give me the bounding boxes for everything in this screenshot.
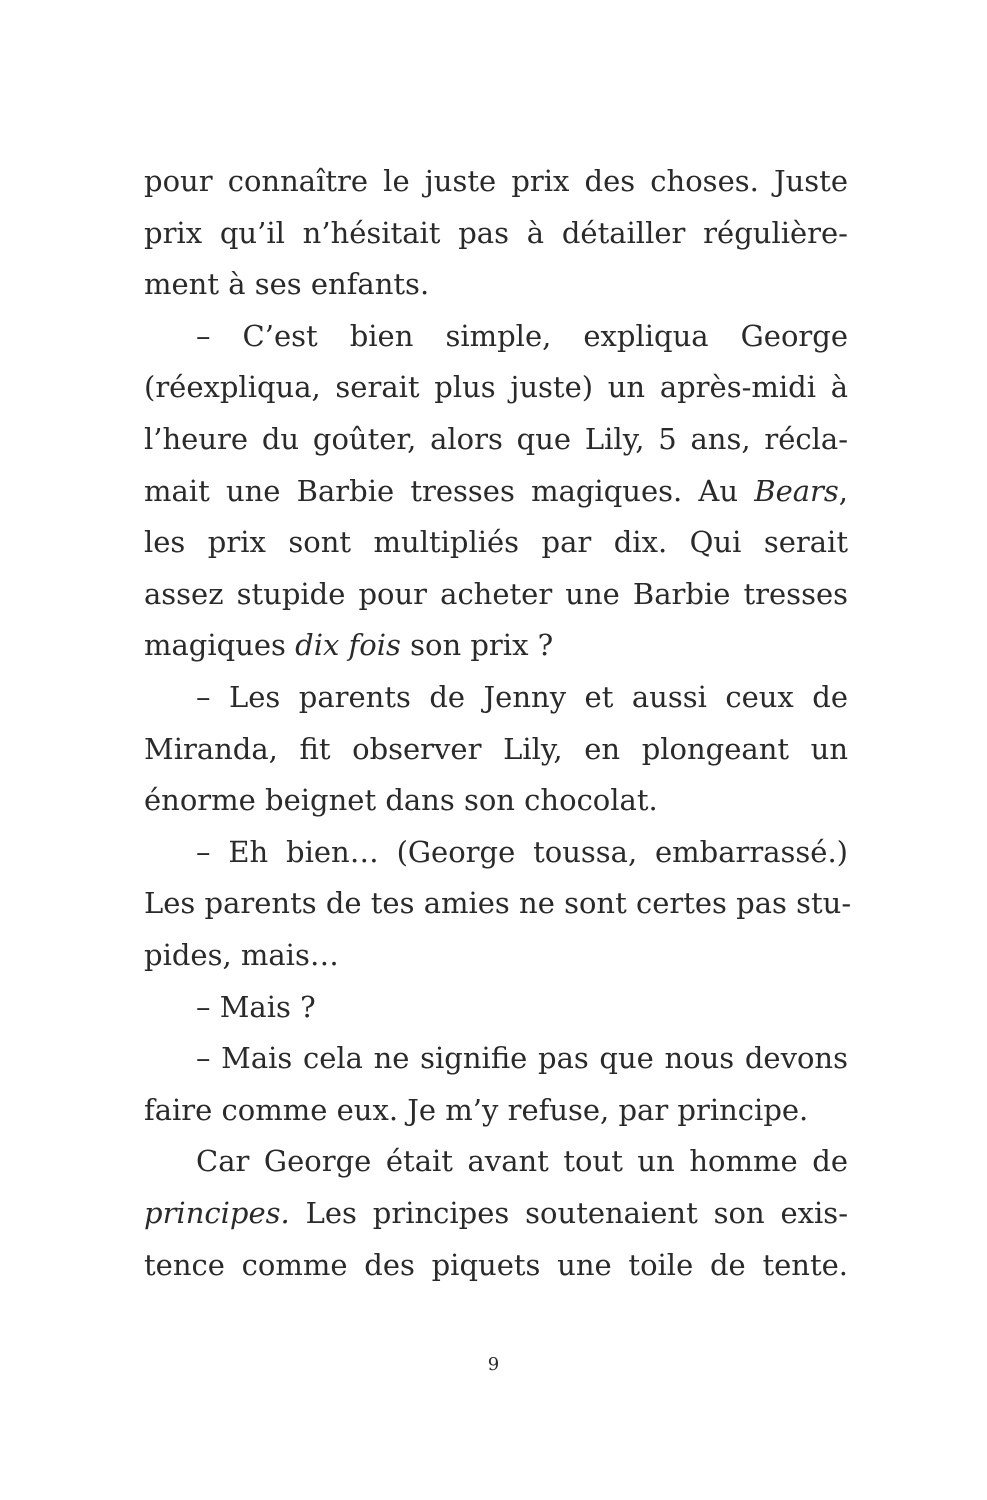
text-line xyxy=(144,1190,848,1236)
text-line xyxy=(144,726,848,772)
text-run: , xyxy=(838,474,848,508)
text-run: – C’est bien simple, expliqua George xyxy=(196,319,848,353)
text-line xyxy=(196,984,848,1030)
text-run: prix qu’il n’hésitait pas à détailler régulière- xyxy=(144,216,848,250)
text-line xyxy=(144,416,848,462)
text-run: ment à ses enfants. xyxy=(144,267,430,301)
text-line xyxy=(196,313,848,359)
text-run: magiques xyxy=(144,628,296,662)
text-run: Car George était avant tout un homme de xyxy=(196,1144,848,1178)
text-run: son prix ? xyxy=(400,628,554,662)
text-run: faire comme eux. Je m’y refuse, par principe. xyxy=(144,1093,809,1127)
text-line xyxy=(196,1138,848,1184)
text-run: l’heure du goûter, alors que Lily, 5 ans, récla- xyxy=(144,422,848,456)
text-run: – Les parents de Jenny et aussi ceux de xyxy=(196,680,848,714)
text-line xyxy=(144,158,848,204)
page-number: 9 xyxy=(487,1354,500,1375)
text-run: Les parents de tes amies ne sont certes pas stu- xyxy=(144,886,852,920)
text-run: – Mais ? xyxy=(196,990,316,1024)
text-run: les prix sont multipliés par dix. Qui serait xyxy=(144,525,848,559)
text-line xyxy=(144,364,848,410)
text-run: mait une Barbie tresses magiques. Au xyxy=(144,474,755,508)
text-run: – Eh bien… (George toussa, embarrassé.) xyxy=(196,835,848,869)
text-line xyxy=(144,932,848,978)
text-run: pour connaître le juste prix des choses. Juste xyxy=(144,164,848,198)
text-line xyxy=(196,674,848,720)
text-line xyxy=(144,1242,848,1288)
text-run: énorme beignet dans son chocolat. xyxy=(144,783,658,817)
text-line xyxy=(144,777,848,823)
text-run: tence comme des piquets une toile de tente. xyxy=(144,1248,848,1282)
text-line xyxy=(144,571,848,617)
text-line xyxy=(144,519,848,565)
text-run: (réexpliqua, serait plus juste) un après-midi à xyxy=(144,370,848,404)
text-run: assez stupide pour acheter une Barbie tresses xyxy=(144,577,848,611)
text-run: Miranda, fit observer Lily, en plongeant un xyxy=(144,732,848,766)
text-line xyxy=(144,468,848,514)
text-line xyxy=(144,261,848,307)
italic-text: dix fois xyxy=(295,628,401,662)
text-run: – Mais cela ne signifie pas que nous devons xyxy=(196,1041,848,1075)
text-run: pides, mais… xyxy=(144,938,339,972)
text-line xyxy=(144,210,848,256)
italic-text: Bears xyxy=(754,474,839,508)
italic-text: principes. xyxy=(144,1196,290,1230)
text-line xyxy=(196,829,848,875)
text-line xyxy=(144,1087,848,1133)
text-line xyxy=(144,880,852,926)
text-run: Les principes soutenaient son exis- xyxy=(289,1196,848,1230)
text-line xyxy=(196,1035,848,1081)
text-line xyxy=(144,622,848,668)
